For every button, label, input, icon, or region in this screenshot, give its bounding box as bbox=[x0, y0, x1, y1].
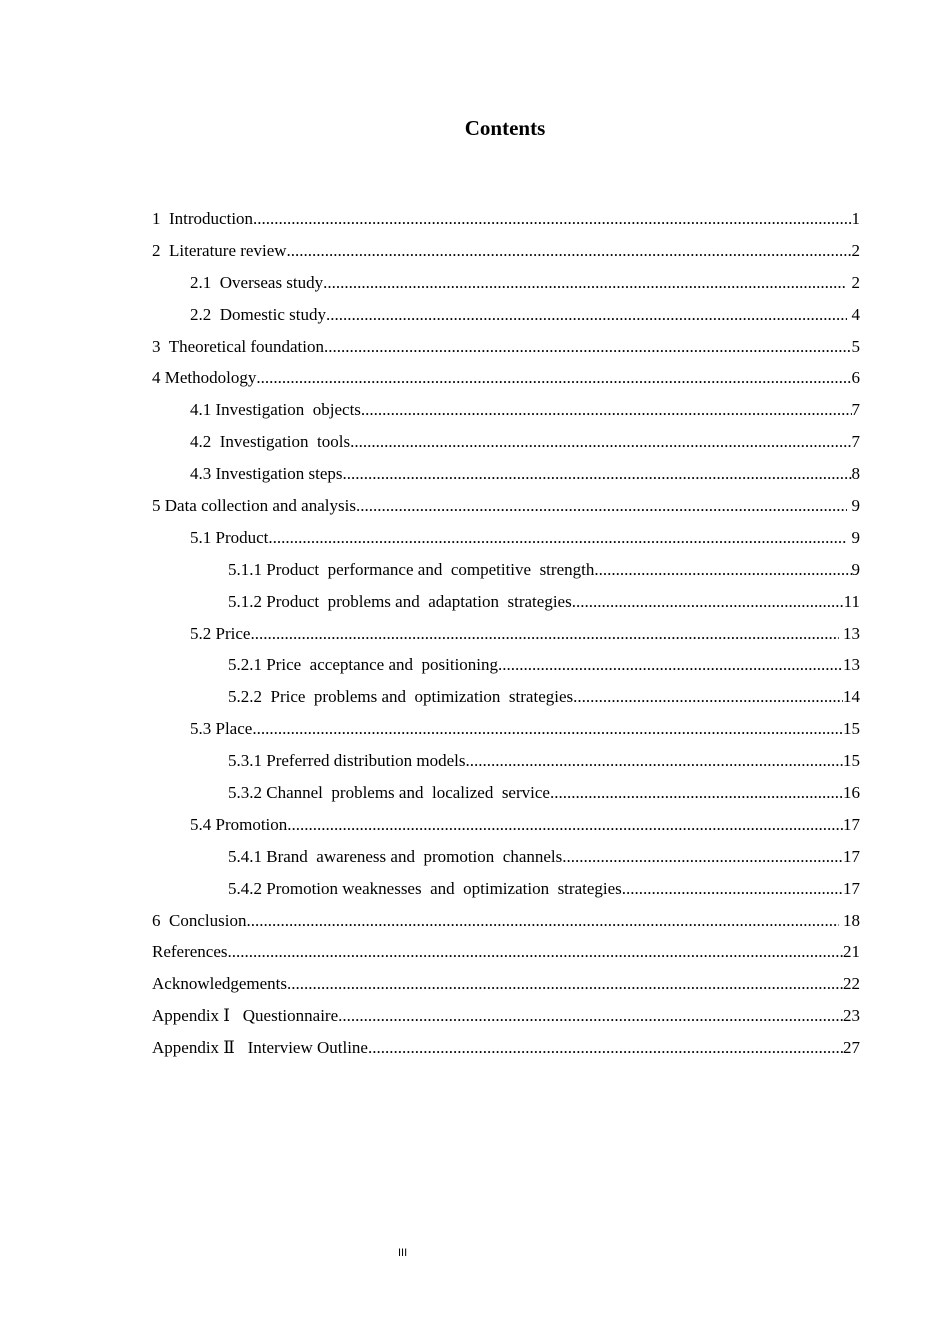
toc-entry-label: 4 Methodology bbox=[152, 368, 257, 388]
toc-entry[interactable] bbox=[152, 1032, 860, 1064]
toc-entry-page-number: 2 bbox=[847, 272, 860, 292]
dot-leader bbox=[343, 458, 852, 490]
toc-entry-label: 5.4.2 Promotion weaknesses and optimization strategies bbox=[228, 878, 622, 898]
toc-entry-label: 5.1 Product bbox=[190, 527, 269, 547]
toc-entry-page-number: 11 bbox=[843, 591, 860, 611]
toc-entry[interactable] bbox=[152, 458, 860, 490]
toc-entry-label: 5.2.1 Price acceptance and positioning bbox=[228, 655, 499, 675]
toc-entry[interactable] bbox=[152, 426, 860, 458]
toc-entry-label: References bbox=[152, 942, 228, 962]
toc-entry[interactable] bbox=[152, 331, 860, 363]
dot-leader bbox=[498, 649, 843, 681]
toc-entry-label: 6 Conclusion bbox=[152, 910, 247, 930]
dot-leader bbox=[573, 681, 843, 713]
toc-entry-page-number: 13 bbox=[838, 623, 860, 643]
dot-leader bbox=[256, 362, 851, 394]
toc-entry[interactable] bbox=[152, 267, 860, 299]
toc-entry-label: 2.2 Domestic study bbox=[190, 304, 326, 324]
toc-entry-label: 5.1.1 Product performance and competitive strength bbox=[228, 559, 595, 579]
toc-entry-page-number: 14 bbox=[843, 687, 860, 707]
dot-leader bbox=[338, 1000, 843, 1032]
toc-entry-page-number: 15 bbox=[843, 719, 860, 739]
toc-entry[interactable] bbox=[152, 777, 860, 809]
toc-entry[interactable] bbox=[152, 936, 860, 968]
toc-entry-page-number: 6 bbox=[851, 368, 860, 388]
toc-entry[interactable] bbox=[152, 649, 860, 681]
toc-entry[interactable] bbox=[152, 394, 860, 426]
toc-entry-page-number: 7 bbox=[851, 432, 860, 452]
toc-entry-page-number: 9 bbox=[847, 496, 860, 516]
toc-entry-label: 5.3.2 Channel problems and localized service bbox=[228, 783, 550, 803]
toc-entry-page-number: 18 bbox=[838, 910, 860, 930]
toc-entry-page-number: 17 bbox=[843, 846, 860, 866]
toc-entry-label: Appendix Ⅰ Questionnaire bbox=[152, 1006, 339, 1026]
dot-leader bbox=[323, 267, 847, 299]
toc-entry-page-number: 17 bbox=[843, 878, 860, 898]
toc-entry[interactable] bbox=[152, 968, 860, 1000]
dot-leader bbox=[594, 554, 851, 586]
toc-entry-label: 3 Theoretical foundation bbox=[152, 336, 324, 356]
toc-entry-label: Appendix Ⅱ Interview Outline bbox=[152, 1038, 368, 1058]
toc-entry-page-number: 16 bbox=[843, 783, 860, 803]
toc-entry[interactable] bbox=[152, 873, 860, 905]
page-number-footer: III bbox=[398, 1247, 408, 1259]
toc-entry-label: 5.4 Promotion bbox=[190, 814, 288, 834]
toc-entry-page-number: 7 bbox=[851, 400, 860, 420]
dot-leader bbox=[466, 745, 844, 777]
toc-entry[interactable] bbox=[152, 490, 860, 522]
toc-entry[interactable] bbox=[152, 745, 860, 777]
dot-leader bbox=[324, 331, 852, 363]
dot-leader bbox=[562, 841, 843, 873]
toc-entry[interactable] bbox=[152, 362, 860, 394]
dot-leader bbox=[550, 777, 843, 809]
toc-entry-page-number: 27 bbox=[843, 1038, 860, 1058]
dot-leader bbox=[356, 490, 847, 522]
toc-entry[interactable] bbox=[152, 1000, 860, 1032]
toc-entry-page-number: 2 bbox=[851, 240, 860, 260]
toc-entry-page-number: 5 bbox=[851, 336, 860, 356]
toc-entry-page-number: 1 bbox=[851, 209, 860, 228]
toc-entry-label: 2 Literature review bbox=[152, 240, 287, 260]
toc-entry[interactable] bbox=[152, 809, 860, 841]
toc-entry-label: 5.3.1 Preferred distribution models bbox=[228, 751, 466, 771]
toc-entry[interactable] bbox=[152, 203, 860, 235]
dot-leader bbox=[326, 299, 847, 331]
dot-leader bbox=[253, 203, 851, 235]
toc-entry-label: 5 Data collection and analysis bbox=[152, 496, 356, 516]
dot-leader bbox=[350, 426, 851, 458]
toc-entry[interactable] bbox=[152, 235, 860, 267]
toc-entry-page-number: 22 bbox=[843, 974, 860, 994]
toc-entry-label: 5.1.2 Product problems and adaptation strategies bbox=[228, 591, 572, 611]
toc-entry[interactable] bbox=[152, 681, 860, 713]
toc-entry-page-number: 21 bbox=[843, 942, 860, 962]
toc-entry[interactable] bbox=[152, 905, 860, 937]
page-title: Contents bbox=[464, 116, 546, 140]
toc-entry[interactable] bbox=[152, 299, 860, 331]
toc-entry-label: Acknowledgements bbox=[152, 974, 288, 994]
toc-entry-label: 4.1 Investigation objects bbox=[190, 400, 361, 420]
toc-entry-page-number: 4 bbox=[847, 304, 860, 324]
dot-leader bbox=[622, 873, 843, 905]
dot-leader bbox=[287, 968, 843, 1000]
toc-entry-label: 4.2 Investigation tools bbox=[190, 432, 351, 452]
dot-leader bbox=[252, 713, 843, 745]
dot-leader bbox=[361, 394, 852, 426]
table-of-contents bbox=[152, 203, 860, 1064]
dot-leader bbox=[368, 1032, 843, 1064]
toc-entry-page-number: 15 bbox=[843, 751, 860, 771]
dot-leader bbox=[246, 905, 838, 937]
toc-entry[interactable] bbox=[152, 618, 860, 650]
toc-entry-label: 5.2.2 Price problems and optimization strategies bbox=[228, 687, 574, 707]
toc-entry[interactable] bbox=[152, 713, 860, 745]
toc-entry-label: 1 Introduction bbox=[152, 209, 254, 228]
toc-entry[interactable] bbox=[152, 522, 860, 554]
dot-leader bbox=[287, 235, 852, 267]
dot-leader bbox=[287, 809, 843, 841]
toc-entry[interactable] bbox=[152, 586, 860, 618]
toc-entry-page-number: 23 bbox=[843, 1006, 860, 1026]
toc-entry-page-number: 8 bbox=[851, 464, 860, 484]
dot-leader bbox=[250, 618, 838, 650]
dot-leader bbox=[572, 586, 844, 618]
toc-entry-label: 2.1 Overseas study bbox=[190, 272, 324, 292]
toc-entry[interactable] bbox=[152, 554, 860, 586]
toc-entry-label: 5.2 Price bbox=[190, 623, 251, 643]
toc-entry-label: 5.3 Place bbox=[190, 719, 253, 739]
toc-entry-page-number: 13 bbox=[843, 655, 860, 675]
toc-entry[interactable] bbox=[152, 841, 860, 873]
toc-entry-page-number: 9 bbox=[851, 559, 860, 579]
dot-leader bbox=[268, 522, 847, 554]
dot-leader bbox=[228, 936, 843, 968]
toc-entry-page-number: 17 bbox=[843, 814, 860, 834]
toc-entry-label: 5.4.1 Brand awareness and promotion channels bbox=[228, 846, 563, 866]
toc-entry-page-number: 9 bbox=[847, 527, 860, 547]
toc-entry-label: 4.3 Investigation steps bbox=[190, 464, 343, 484]
